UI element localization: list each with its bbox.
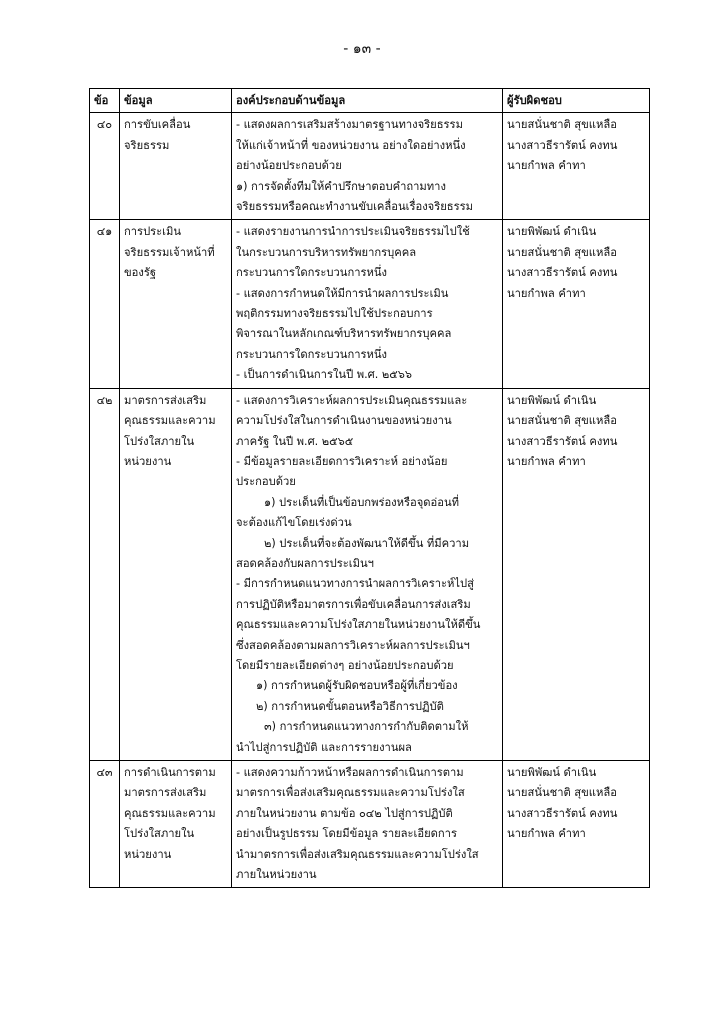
detail-line: สอดคล้องกับผลการประเมินฯ bbox=[236, 556, 374, 570]
topic-line: คุณธรรมและความ bbox=[124, 414, 216, 428]
table-row bbox=[90, 220, 650, 388]
detail-line: ๒) การกำหนดขั้นตอนหรือวิธีการปฏิบัติ bbox=[256, 699, 444, 713]
detail-line: ๓) การกำหนดแนวทางการกำกับติดตามให้ bbox=[264, 720, 469, 734]
detail-line: นำไปสู่การปฏิบัติ และการรายงานผล bbox=[236, 740, 412, 754]
detail-line: โดยมีรายละเอียดต่างๆ อย่างน้อยประกอบด้วย bbox=[236, 658, 454, 672]
topic-line: หน่วยงาน bbox=[124, 454, 172, 468]
table-row bbox=[90, 113, 650, 220]
detail-line: คุณธรรมและความโปร่งใสภายในหน่วยงานให้ดีขึ้น bbox=[236, 618, 481, 632]
responsible-person: นายพิพัฒน์ ดำเนิน bbox=[507, 393, 597, 407]
table-row bbox=[90, 388, 650, 760]
row-number: ๔๐ bbox=[90, 113, 120, 220]
header-details: องค์ประกอบด้านข้อมูล bbox=[232, 89, 503, 113]
responsible-person: นายสนั่นชาติ สุขแหลือ bbox=[507, 414, 617, 428]
row-topic bbox=[120, 113, 232, 220]
header-topic: ข้อมูล bbox=[120, 89, 232, 113]
row-responsible bbox=[503, 388, 650, 760]
topic-line: จริยธรรมเจ้าหน้าที่ bbox=[124, 245, 215, 259]
topic-line: การดำเนินการตาม bbox=[124, 766, 216, 779]
detail-line: กระบวนการใดกระบวนการหนึ่ง bbox=[236, 347, 387, 361]
row-responsible bbox=[503, 220, 650, 388]
detail-line: ซึ่งสอดคล้องตามผลการวิเคราะห์ผลการประเมินฯ bbox=[236, 638, 470, 652]
detail-line: กระบวนการใดกระบวนการหนึ่ง bbox=[236, 266, 387, 280]
responsible-person: นายสนั่นชาติ สุขแหลือ bbox=[507, 118, 617, 132]
detail-line: - แสดงรายงานการนำการประเมินจริยธรรมไปใช้ bbox=[236, 225, 470, 239]
detail-line: - แสดงการกำหนดให้มีการนำผลการประเมิน bbox=[236, 286, 449, 300]
detail-line: ประกอบด้วย bbox=[236, 475, 296, 489]
row-topic bbox=[120, 761, 232, 888]
topic-line: หน่วยงาน bbox=[124, 847, 172, 861]
detail-line: อย่างน้อยประกอบด้วย bbox=[236, 159, 342, 173]
detail-line: พฤติกรรมทางจริยธรรมไปใช้ประกอบการ bbox=[236, 307, 433, 321]
row-number: ๔๒ bbox=[90, 388, 120, 760]
detail-line: - แสดงผลการเสริมสร้างมาตรฐานทางจริยธรรม bbox=[236, 118, 463, 132]
detail-line: - เป็นการดำเนินการในปี พ.ศ. ๒๕๖๖ bbox=[236, 368, 412, 382]
row-topic bbox=[120, 220, 232, 388]
row-topic bbox=[120, 388, 232, 760]
detail-line: จริยธรรมหรือคณะทำงานขับเคลื่อนเรื่องจริยธรรม bbox=[236, 200, 473, 214]
detail-line: นำมาตรการเพื่อส่งเสริมคุณธรรมและความโปร่งใส bbox=[236, 847, 479, 861]
responsible-person: นายกำพล คำทา bbox=[507, 159, 586, 173]
detail-line: พิจารณาในหลักเกณฑ์บริหารทรัพยากรบุคคล bbox=[236, 327, 452, 341]
topic-line: การประเมิน bbox=[124, 225, 182, 239]
responsible-person: นายพิพัฒน์ ดำเนิน bbox=[507, 766, 597, 779]
responsible-person: นายสนั่นชาติ สุขแหลือ bbox=[507, 245, 617, 259]
detail-line: ภาครัฐ ในปี พ.ศ. ๒๕๖๕ bbox=[236, 434, 354, 448]
page-number: - ๑๓ - bbox=[343, 41, 381, 57]
row-details bbox=[232, 220, 503, 388]
detail-line: ในกระบวนการบริหารทรัพยากรบุคคล bbox=[236, 245, 417, 259]
detail-line: ๑) ประเด็นที่เป็นข้อบกพร่องหรือจุดอ่อนที่ bbox=[264, 495, 460, 509]
table-header-row bbox=[90, 89, 650, 113]
responsible-person: นางสาวธีรารัตน์ คงทน bbox=[507, 806, 618, 820]
row-details bbox=[232, 388, 503, 760]
row-details bbox=[232, 761, 503, 888]
detail-line: - แสดงการวิเคราะห์ผลการประเมินคุณธรรมและ bbox=[236, 393, 468, 407]
topic-line: การขับเคลื่อน bbox=[124, 118, 191, 132]
responsible-person: นายกำพล คำทา bbox=[507, 286, 586, 300]
detail-line: ๑) การกำหนดผู้รับผิดชอบหรือผู้ที่เกี่ยวข้อง bbox=[256, 679, 458, 693]
header-no: ข้อ bbox=[90, 89, 120, 113]
detail-line: การปฏิบัติหรือมาตรการเพื่อขับเคลื่อนการส่งเสริม bbox=[236, 597, 471, 611]
detail-line: ภายในหน่วยงาน bbox=[236, 868, 317, 882]
topic-line: มาตรการส่งเสริม bbox=[124, 393, 207, 407]
responsible-person: นายสนั่นชาติ สุขแหลือ bbox=[507, 786, 617, 800]
header-responsible: ผู้รับผิดชอบ bbox=[503, 89, 650, 113]
detail-line: - มีการกำหนดแนวทางการนำผลการวิเคราะห์ไปสู่ bbox=[236, 577, 474, 591]
responsible-person: นายกำพล คำทา bbox=[507, 827, 586, 841]
topic-line: โปร่งใสภายใน bbox=[124, 827, 195, 841]
responsible-person: นางสาวธีรารัตน์ คงทน bbox=[507, 434, 618, 448]
topic-line: จริยธรรม bbox=[124, 138, 170, 152]
row-number: ๔๑ bbox=[90, 220, 120, 388]
responsible-person: นายกำพล คำทา bbox=[507, 454, 586, 468]
responsible-person: นายพิพัฒน์ ดำเนิน bbox=[507, 225, 597, 239]
table-row bbox=[90, 761, 650, 888]
row-number: ๔๓ bbox=[90, 761, 120, 888]
responsibility-table bbox=[89, 88, 650, 888]
detail-line: - มีข้อมูลรายละเอียดการวิเคราะห์ อย่างน้อย bbox=[236, 454, 448, 468]
topic-line: มาตรการส่งเสริม bbox=[124, 786, 207, 800]
row-responsible bbox=[503, 761, 650, 888]
detail-line: อย่างเป็นรูปธรรม โดยมีข้อมูล รายละเอียดการ bbox=[236, 827, 457, 841]
detail-line: ความโปร่งใสในการดำเนินงานของหน่วยงาน bbox=[236, 414, 452, 428]
detail-line: ภายในหน่วยงาน ตามข้อ ๐๔๒ ไปสู่การปฏิบัติ bbox=[236, 806, 453, 820]
row-details bbox=[232, 113, 503, 220]
topic-line: โปร่งใสภายใน bbox=[124, 434, 195, 448]
detail-line: จะต้องแก้ไขโดยเร่งด่วน bbox=[236, 516, 352, 530]
topic-line: ของรัฐ bbox=[124, 266, 157, 280]
responsible-person: นางสาวธีรารัตน์ คงทน bbox=[507, 138, 618, 152]
responsible-person: นางสาวธีรารัตน์ คงทน bbox=[507, 266, 618, 280]
row-responsible bbox=[503, 113, 650, 220]
detail-line: ๑) การจัดตั้งทีมให้คำปรึกษาตอบคำถามทาง bbox=[236, 179, 446, 193]
detail-line: - แสดงความก้าวหน้าหรือผลการดำเนินการตาม bbox=[236, 766, 464, 779]
detail-line: ให้แก่เจ้าหน้าที่ ของหน่วยงาน อย่างใดอย่างหนึ่ง bbox=[236, 138, 466, 152]
detail-line: ๒) ประเด็นที่จะต้องพัฒนาให้ดีขึ้น ที่มีความ bbox=[264, 536, 470, 550]
detail-line: มาตรการเพื่อส่งเสริมคุณธรรมและความโปร่งใส bbox=[236, 786, 465, 800]
topic-line: คุณธรรมและความ bbox=[124, 806, 216, 820]
